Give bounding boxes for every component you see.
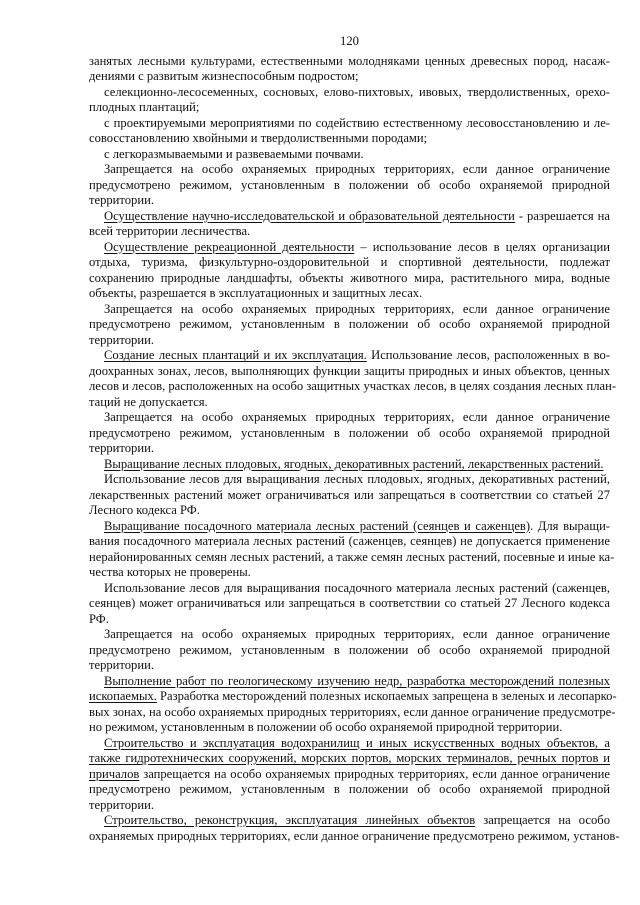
paragraph — [89, 518, 615, 581]
text-line — [89, 317, 610, 333]
text-line — [89, 162, 610, 178]
underlined-text: ископаемых. — [89, 689, 157, 703]
text-segment: . Для выращи- — [530, 518, 611, 533]
text-line — [89, 581, 610, 597]
text-line — [89, 240, 610, 256]
text-segment: Использование лесов для выращивания посадочного материала лесных растений (саженцев, — [104, 580, 610, 595]
text-line — [89, 379, 617, 395]
text-line — [89, 519, 610, 535]
text-segment: запрещается на особо охраняемых природных территориях, если данное ограничение — [139, 766, 610, 781]
text-line — [89, 767, 610, 783]
text-line — [89, 410, 610, 426]
paragraph — [89, 147, 610, 163]
text-line — [89, 193, 610, 209]
text-line — [89, 54, 610, 70]
text-segment: Запрещается на особо охраняемых природных территориях, если данное ограничение — [104, 410, 610, 424]
text-segment: лесов и лесов, расположенных на особо защитных участках лесов, в целях создания лесных план- — [89, 379, 617, 393]
text-segment: Использование лесов, расположенных в во- — [366, 348, 611, 362]
text-segment: сохранению природные ландшафты, объекты животного мира, растительного мира, водные — [89, 270, 610, 285]
text-segment: всей территории лесничества. — [89, 224, 251, 238]
text-segment: но режимом, установленным в положении об особо охраняемой природной территории. — [89, 720, 563, 734]
text-line — [89, 798, 610, 814]
text-line — [89, 85, 610, 101]
text-segment: таций не допускается. — [89, 394, 208, 409]
text-line — [89, 333, 610, 349]
text-segment: Запрещается на особо охраняемых природных территориях, если данное ограничение — [104, 301, 610, 316]
paragraph — [89, 240, 610, 302]
paragraph — [89, 302, 610, 349]
text-segment: территории. — [89, 797, 154, 812]
text-segment: охраняемых природных территориях, если данное ограничение предусмотрено режимом, установ- — [89, 828, 620, 843]
text-line — [89, 271, 610, 287]
text-segment: селекционно-лесосеменных, сосновых, елово-пихтовых, ивовых, твердолиственных, орехо- — [104, 84, 610, 99]
text-line — [89, 720, 610, 736]
text-segment: РФ. — [89, 611, 109, 626]
text-line — [89, 472, 610, 488]
text-line — [89, 704, 616, 721]
text-line — [89, 534, 610, 550]
paragraph — [89, 472, 610, 519]
text-segment: предусмотрено режимом, установленным в положении об особо охраняемой природной — [89, 425, 610, 440]
text-segment: Разработка месторождений полезных ископаемых запрещена в зеленых и лесопарко- — [156, 689, 617, 703]
paragraph — [89, 410, 610, 457]
paragraph — [89, 813, 620, 844]
underlined-text: Выращивание лесных плодовых, ягодных, декоративных растений, лекарственных растений. — [104, 456, 604, 471]
paragraph — [89, 85, 610, 116]
text-line — [89, 224, 610, 240]
text-line — [89, 488, 610, 504]
paragraph — [89, 627, 610, 674]
text-line — [89, 395, 610, 411]
text-line — [89, 549, 615, 566]
text-segment: лекарственных растений может ограничиваться или запрещаться в соответствии со статьей 27 — [89, 487, 610, 502]
text-line — [89, 302, 610, 318]
text-line — [89, 736, 610, 752]
text-line — [89, 255, 610, 271]
text-line — [89, 209, 610, 225]
text-line — [89, 348, 610, 364]
text-line — [89, 658, 610, 674]
text-segment: сеянцев) может ограничиваться или запрещаться в соответствии со статьей 27 Лесного кодекса — [89, 596, 610, 610]
underlined-text: Строительство и эксплуатация водохранилищ и иных искусственных водных объектов, а — [104, 735, 610, 750]
text-segment: предусмотрено режимом, установленным в положении об особо охраняемой природной — [89, 177, 610, 192]
text-segment: Запрещается на особо охраняемых природных территориях, если данное ограничение — [104, 162, 610, 176]
underlined-text: Строительство, реконструкция, эксплуатация линейных объектов — [104, 813, 476, 827]
text-segment: территории. — [89, 193, 154, 207]
text-line — [89, 782, 610, 798]
text-line — [89, 596, 610, 612]
paragraph — [89, 457, 610, 473]
text-segment: предусмотрено режимом, установленным в положении об особо охраняемой природной — [89, 317, 610, 331]
text-line — [89, 178, 610, 194]
underlined-text: также гидротехнических сооружений, морских портов, морских терминалов, речных портов и — [89, 751, 610, 765]
underlined-text: причалов — [89, 766, 140, 781]
text-line — [89, 364, 610, 380]
text-segment: запрещается на особо — [475, 813, 611, 827]
text-line — [89, 441, 610, 457]
text-line — [89, 751, 610, 767]
text-line — [89, 100, 610, 116]
text-segment: вания посадочного материала лесных растений (саженцев, сеянцев) не допускается применение — [89, 534, 610, 548]
text-segment: дениями с развитым жизнеспособным подростом; — [89, 69, 359, 83]
text-segment: вых зонах, на особо охраняемых природных территориях, если данное ограничение предусмотре- — [89, 704, 616, 719]
text-line — [89, 286, 610, 302]
paragraph — [89, 162, 610, 209]
text-segment: занятых лесными культурами, естественными молодняками ценных древесных пород, насаж- — [89, 53, 610, 68]
text-segment: отдыха, туризма, физкультурно-оздоровительной и спортивной деятельности, подлежат — [89, 255, 610, 269]
paragraph — [89, 209, 610, 240]
text-segment: совосстановлению хвойными и твердолиственными породами; — [89, 131, 428, 145]
text-segment: с проектируемыми мероприятиями по содействию естественному лесовосстановлению и ле- — [104, 115, 610, 130]
text-segment: Использование лесов для выращивания лесных плодовых, ягодных, декоративных растений, — [104, 472, 610, 486]
underlined-text: Выращивание посадочного материала лесных растений (сеянцев и саженцев) — [104, 518, 531, 533]
text-segment: территории. — [89, 658, 154, 672]
text-line — [89, 147, 610, 163]
text-segment: Запрещается на особо охраняемых природных территориях, если данное ограничение — [104, 627, 610, 641]
text-segment: плодных плантаций; — [89, 100, 200, 114]
paragraph — [89, 116, 610, 147]
underlined-text: Осуществление научно-исследовательской и образовательной деятельности — [104, 208, 515, 223]
text-line — [89, 503, 610, 519]
paragraph — [89, 581, 610, 628]
paragraph — [89, 736, 610, 814]
text-line — [89, 813, 610, 829]
text-line — [89, 674, 610, 690]
text-segment: предусмотрено режимом, установленным в положении об особо охраняемой природной — [89, 642, 610, 657]
text-line — [89, 457, 610, 473]
text-segment: предусмотрено режимом, установленным в положении об особо охраняемой природной — [89, 782, 610, 796]
text-line — [89, 426, 610, 442]
text-line — [89, 689, 617, 705]
paragraph — [89, 54, 610, 85]
text-segment: – использование лесов в целях организации — [354, 239, 610, 254]
text-line — [89, 828, 620, 845]
paragraph — [89, 348, 617, 410]
document-body — [89, 53, 620, 845]
text-segment: Лесного кодекса РФ. — [89, 503, 200, 517]
text-segment: территории. — [89, 441, 154, 455]
text-line — [89, 69, 610, 85]
text-segment: чества которых не проверены. — [89, 565, 251, 579]
text-line — [89, 131, 610, 147]
page-number: 120 — [340, 34, 359, 48]
underlined-text: Создание лесных плантаций и их эксплуатация. — [104, 348, 367, 362]
text-line — [89, 643, 610, 659]
text-line — [89, 565, 610, 581]
text-segment: с легкоразмываемыми и развеваемыми почвами. — [104, 146, 364, 161]
paragraph — [89, 673, 617, 736]
text-segment: - разрешается на — [514, 208, 610, 223]
text-segment: объекты, разрешается в эксплуатационных и защитных лесах. — [89, 286, 423, 300]
text-segment: доохранных зонах, лесов, выполняющих функции защиты природных и иных объектов, ценных — [89, 363, 610, 378]
text-segment: нерайонированных семян лесных растений, а также семян лесных растений, посевные и иные ка- — [89, 549, 615, 564]
text-line — [89, 116, 610, 132]
underlined-text: Выполнение работ по геологическому изучению недр, разработка месторождений полезных — [104, 673, 610, 688]
text-segment: территории. — [89, 332, 154, 347]
text-line — [89, 627, 610, 643]
underlined-text: Осуществление рекреационной деятельности — [104, 239, 355, 254]
text-line — [89, 612, 610, 628]
